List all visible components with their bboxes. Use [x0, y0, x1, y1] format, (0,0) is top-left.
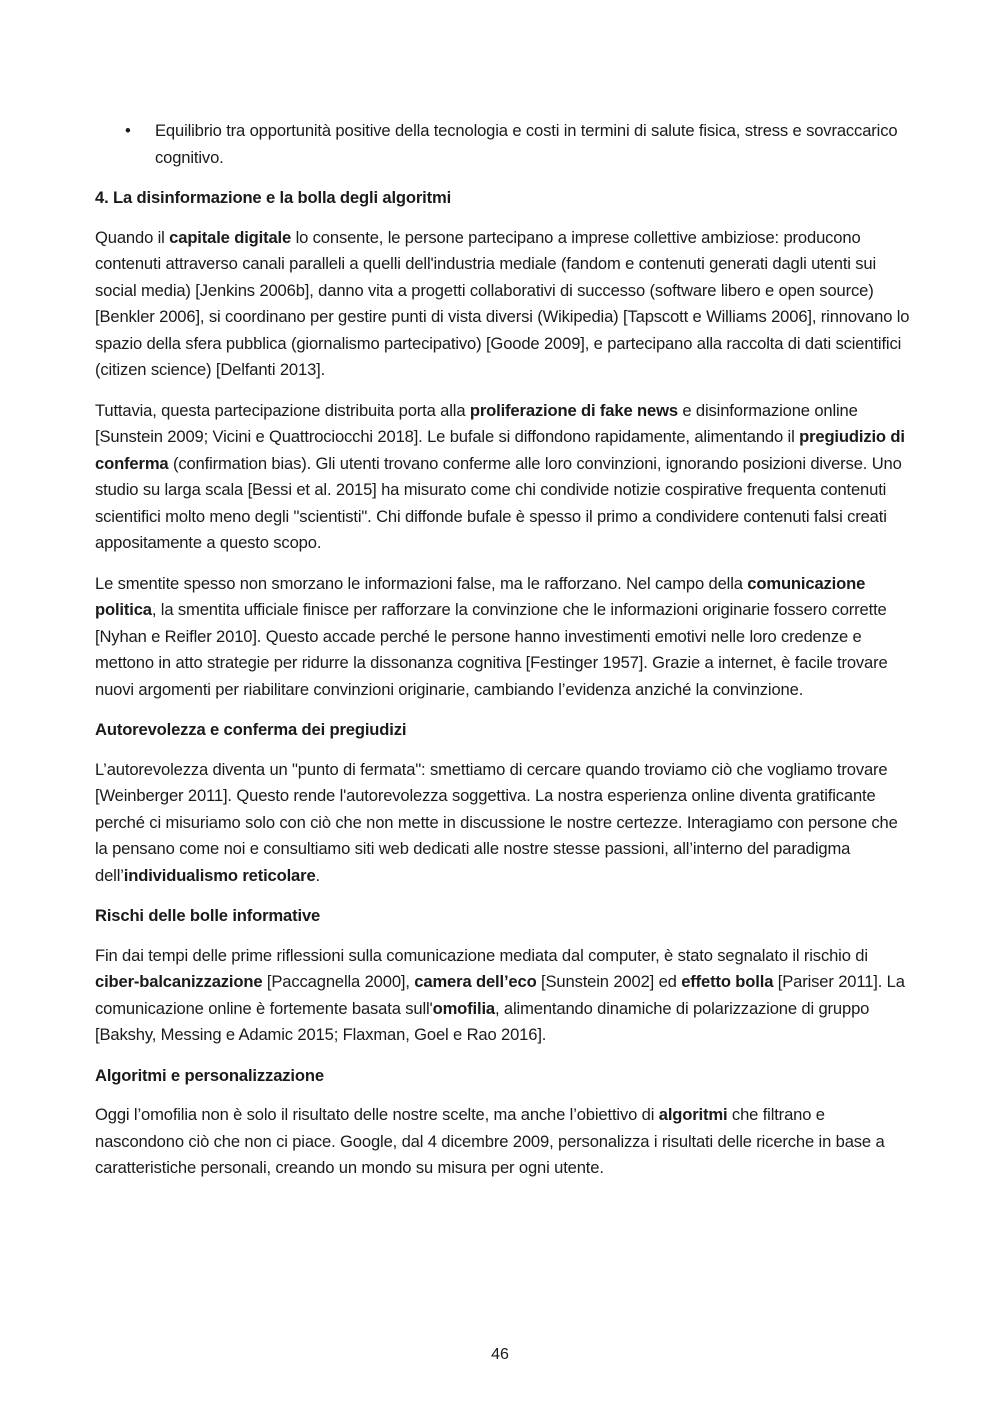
paragraph-autorevolezza — [95, 757, 910, 890]
bullet-text: Equilibrio tra opportunità positive della tecnologia e costi in termini di salute fisica, stress e sovraccarico cognitivo. — [155, 121, 898, 167]
text-run: Le smentite spesso non smorzano le informazioni false, ma le rafforzano. Nel campo della — [95, 573, 748, 593]
paragraph-algoritmi — [95, 1102, 910, 1182]
text-run: . — [315, 865, 320, 885]
text-run: lo consente, le persone partecipano a imprese collettive ambiziose: producono contenuti attraverso canali paralleli a quelli dell'industria mediale (fandom e contenuti generati dagli utenti sui social media) [Jenkins 2006b], danno vita a progetti collaborativi di successo (software libero e open source) [Benkler 2006], si coordinano per gestire punti di vista diversi (Wikipedia) [Tapscott e Williams 2006], rinnovano lo spazio della sfera pubblica (giornalismo partecipativo) [Goode 2009], e partecipano alla raccolta di dati scientifici (citizen science) [Delfanti 2013]. — [95, 227, 910, 379]
text-run: , la smentita ufficiale finisce per rafforzare la convinzione che le informazioni originarie fossero corrette [Nyhan e Reifler 2010]. Questo accade perché le persone hanno investimenti emotivi nelle loro credenze e mettono in atto strategie per ridurre la dissonanza cognitiva [Festinger 1957]. Grazie a internet, è facile trovare nuovi argomenti per riabilitare convinzioni originarie, cambiando l’evidenza anziché la convinzione. — [95, 600, 888, 699]
text-run: [Paccagnella 2000], — [262, 972, 415, 991]
bullet-dot-icon: • — [125, 121, 131, 140]
paragraph-capitale-digitale — [95, 225, 910, 384]
page-number: 46 — [491, 1346, 509, 1363]
text-run: , alimentando dinamiche di polarizzazione di gruppo [Bakshy, Messing e Adamic 2015; Flaxman, Goel e Rao 2016]. — [95, 998, 870, 1044]
text-run: [Sunstein 2002] ed — [536, 972, 682, 991]
section-heading-disinformazione: 4. La disinformazione e la bolla degli algoritmi — [95, 188, 452, 207]
bold-term-effetto-bolla: effetto bolla — [681, 972, 774, 991]
bold-term-algoritmi: algoritmi — [658, 1105, 728, 1124]
section-heading-algoritmi: Algoritmi e personalizzazione — [95, 1065, 324, 1085]
bold-term-comunicazione-politica: comunicazione politica — [95, 573, 866, 619]
bold-term-camera-eco: camera dell’eco — [414, 972, 537, 991]
bold-term-individualismo: individualismo reticolare — [123, 865, 316, 885]
bold-term-fake-news: proliferazione di fake news — [469, 400, 678, 420]
text-run: che filtrano e nascondono ciò che non ci piace. Google, dal 4 dicembre 2009, personalizza i risultati delle ricerche in base a caratteristiche personali, creando un mondo su misura per ogni utente. — [95, 1105, 885, 1177]
bold-term-pregiudizio: pregiudizio di conferma — [95, 427, 905, 473]
text-run: Tuttavia, questa partecipazione distribuita porta alla — [95, 400, 470, 420]
page-body — [95, 118, 910, 1196]
section-heading-autorevolezza: Autorevolezza e conferma dei pregiudizi — [95, 720, 407, 739]
bold-term-capitale-digitale: capitale digitale — [169, 227, 292, 247]
paragraph-smentite — [95, 571, 910, 704]
text-run: [Pariser 2011]. La comunicazione online è fortemente basata sull' — [95, 972, 905, 1018]
text-run: Fin dai tempi delle prime riflessioni sulla comunicazione mediata dal computer, è stato segnalato il rischio di — [95, 945, 868, 965]
text-run: (confirmation bias). Gli utenti trovano conferme alle loro convinzioni, ignorando posizioni diverse. Uno studio su larga scala [Bessi et al. 2015] ha misurato come chi condivide notizie cospirative frequenta contenuti scientifici molto meno degli "scientisti". Chi diffonde bufale è spesso il primo a condividere contenuti falsi creati appositamente a questo scopo. — [95, 453, 902, 552]
text-run: L’autorevolezza diventa un "punto di fermata": smettiamo di cercare quando troviamo ciò che vogliamo trovare [Weinberger 2011]. Questo rende l'autorevolezza soggettiva. La nostra esperienza online diventa gratificante perché ci misuriamo solo con ciò che non mette in discussione le nostre certezze. Interagiamo con persone che la pensano come noi e consultiamo siti web dedicati alle nostre stesse passioni, all’interno del paradigma dell’ — [95, 759, 898, 885]
text-run: Quando il — [95, 227, 170, 247]
bold-term-omofilia: omofilia — [432, 998, 495, 1018]
bullet-item — [95, 118, 910, 171]
text-run: Oggi l’omofilia non è solo il risultato delle nostre scelte, ma anche l’obiettivo di — [95, 1105, 659, 1124]
paragraph-rischi — [95, 943, 910, 1049]
bold-term-ciber-balcanizzazione: ciber-balcanizzazione — [95, 972, 263, 991]
paragraph-fake-news — [95, 398, 910, 557]
section-heading-rischi: Rischi delle bolle informative — [95, 906, 321, 925]
text-run: e disinformazione online [Sunstein 2009; Vicini e Quattrociocchi 2018]. Le bufale si diffondono rapidamente, alimentando il — [95, 400, 858, 446]
